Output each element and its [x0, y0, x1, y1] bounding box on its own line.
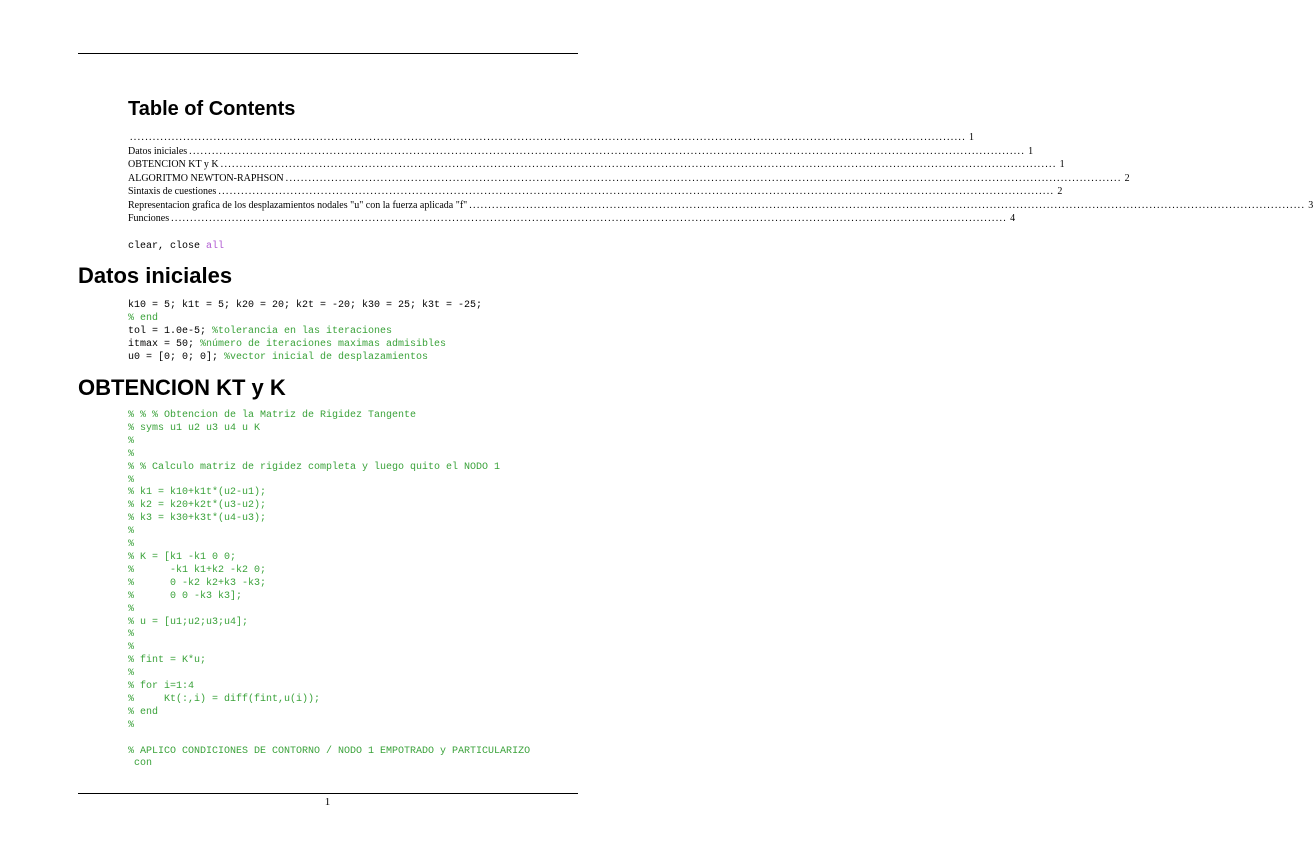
code-comment-line: % 0 0 -k3 k3];	[128, 590, 243, 602]
code-comment-line: % Kt(:,i) = diff(fint,u(i));	[128, 693, 321, 705]
code-comment-line: % -k1 k1+k2 -k2 0;	[128, 564, 267, 576]
page-number: 1	[324, 796, 331, 808]
toc-entry-label: OBTENCION KT y K	[128, 159, 219, 170]
toc-entry-page: 2	[1057, 186, 1063, 197]
toc-entry[interactable]	[128, 172, 1130, 187]
toc-entry[interactable]	[128, 145, 1034, 160]
toc-entry[interactable]	[128, 132, 974, 146]
toc-entry-page: 1	[1059, 159, 1065, 170]
code-comment-line: %	[128, 539, 135, 551]
toc-entry-label: ALGORITMO NEWTON-RAPHSON	[128, 172, 284, 184]
toc-entry-page: 2	[1124, 172, 1130, 184]
toc-leader-dots: ............................................................................................................................................................................................................................	[220, 159, 1057, 170]
header-rule	[78, 53, 578, 54]
code-text: u0 = [0; 0; 0];	[128, 351, 225, 363]
code-comment: %número de iteraciones maximas admisibles	[200, 338, 447, 350]
code-comment-line: % % % Obtencion de la Matriz de Rigidez Tangente	[128, 410, 417, 421]
toc-entry-page: 1	[1028, 145, 1034, 157]
code-comment-line: %	[128, 435, 135, 447]
code-line: k10 = 5; k1t = 5; k20 = 20; k2t = -20; k30 = 25; k3t = -25;	[128, 300, 483, 311]
toc-entry-label: Datos iniciales	[128, 145, 188, 157]
toc-entry-label: Representacion grafica de los desplazamientos nodales "u" con la fuerza aplicada "f"	[128, 199, 468, 211]
code-comment-line: %	[128, 448, 135, 460]
toc-entry-page: 3	[1308, 199, 1313, 211]
code-comment-line: % k1 = k10+k1t*(u2-u1);	[128, 487, 267, 499]
code-comment-line: % 0 -k2 k2+k3 -k3;	[128, 577, 267, 589]
code-comment-line: %	[128, 629, 135, 641]
footer-rule	[78, 793, 578, 794]
code-comment: %vector inicial de desplazamientos	[224, 351, 429, 363]
code-comment-line: con	[128, 758, 153, 770]
code-text: itmax = 50;	[128, 338, 201, 350]
section-heading-obtencion: OBTENCION KT y K	[78, 375, 286, 400]
code-comment-line: % % Calculo matriz de rigidez completa y luego quito el NODO 1	[128, 461, 501, 473]
toc-entry[interactable]	[128, 213, 1016, 227]
toc-entry-page: 4	[1010, 213, 1016, 224]
toc-entry[interactable]	[128, 159, 1065, 173]
obtencion-code	[128, 410, 530, 771]
toc-leader-dots: ............................................................................................................................................................................................................................	[285, 172, 1122, 184]
toc-entry[interactable]	[128, 199, 1313, 214]
code-comment-line: % fint = K*u;	[128, 655, 207, 667]
code-comment-line: %	[128, 474, 135, 486]
code-comment-line: % u = [u1;u2;u3;u4];	[128, 616, 249, 628]
code-comment: %tolerancia en las iteraciones	[212, 325, 393, 337]
code-keyword: all	[206, 241, 225, 252]
toc-entry-page: 1	[969, 132, 974, 143]
code-comment-line: % syms u1 u2 u3 u4 u K	[128, 422, 261, 434]
toc-leader-dots: ............................................................................................................................................................................................................................	[171, 213, 1008, 224]
code-comment-line: %	[128, 668, 135, 680]
datos-code	[128, 300, 482, 365]
toc-entry-label: Funciones	[128, 213, 170, 224]
table-of-contents	[128, 132, 1313, 227]
toc-leader-dots: ............................................................................................................................................................................................................................	[469, 199, 1306, 211]
toc-title: Table of Contents	[128, 98, 296, 120]
code-comment: % end	[128, 312, 159, 324]
code-comment-line: %	[128, 642, 135, 654]
intro-code	[128, 241, 224, 254]
toc-leader-dots: ............................................................................................................................................................................................................................	[218, 186, 1055, 197]
toc-leader-dots: ............................................................................................................................................................................................................................	[189, 145, 1026, 157]
code-comment-line: %	[128, 526, 135, 538]
toc-leader-dots: ............................................................................................................................................................................................................................	[130, 132, 966, 143]
section-heading-datos-iniciales: Datos iniciales	[78, 263, 233, 288]
toc-entry[interactable]	[128, 186, 1063, 200]
code-comment-line: % k3 = k30+k3t*(u4-u3);	[128, 513, 267, 525]
code-text: tol = 1.0e-5;	[128, 325, 213, 337]
code-comment-line: % K = [k1 -k1 0 0;	[128, 551, 237, 563]
code-comment-line: %	[128, 603, 135, 615]
code-text: clear, close	[128, 241, 207, 252]
code-comment-line: % end	[128, 706, 159, 718]
code-comment-line: % for i=1:4	[128, 681, 195, 693]
toc-entry-label: Sintaxis de cuestiones	[128, 186, 217, 197]
code-comment-line: % APLICO CONDICIONES DE CONTORNO / NODO 1 EMPOTRADO y PARTICULARIZO	[128, 745, 531, 757]
code-comment-line: % k2 = k20+k2t*(u3-u2);	[128, 500, 267, 512]
code-comment-line: %	[128, 719, 135, 731]
